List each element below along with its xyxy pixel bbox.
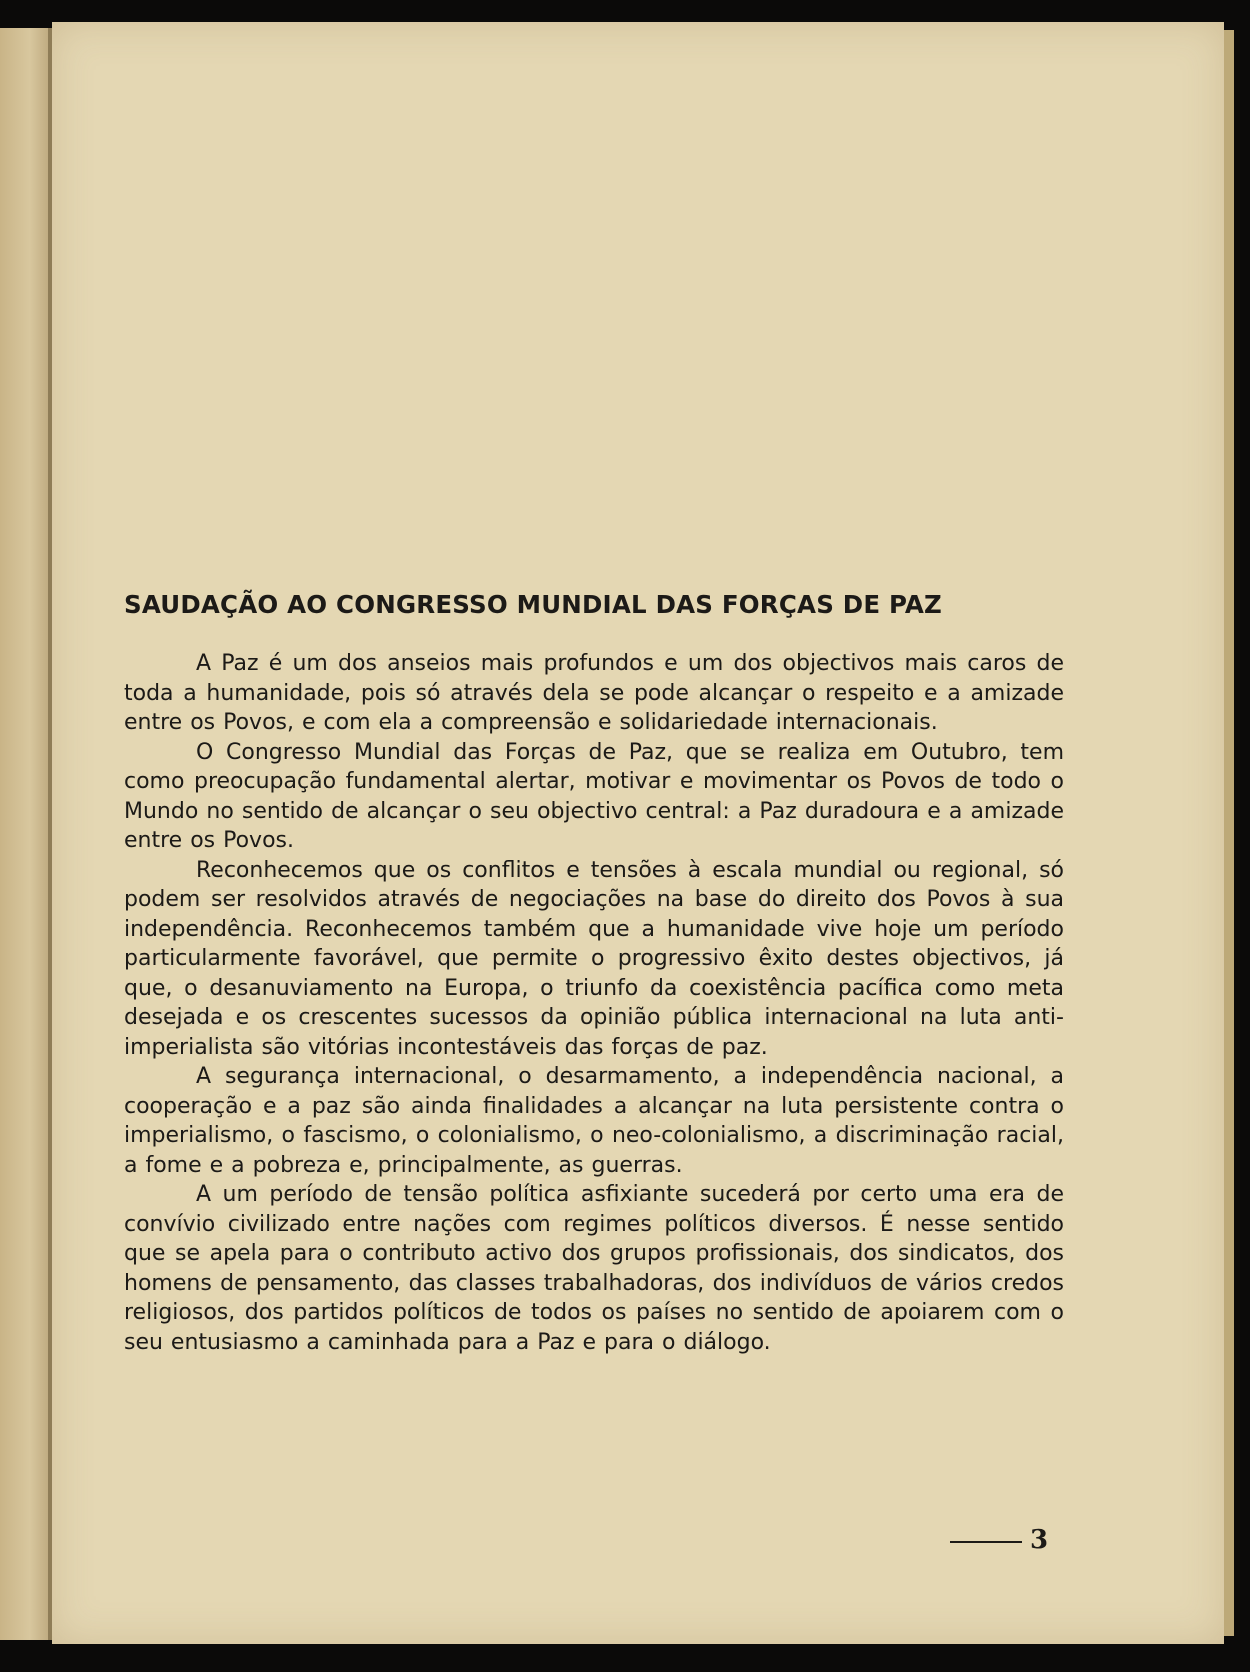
paragraph-1: A Paz é um dos anseios mais profundos e um dos objectivos mais caros de toda a humanidade, pois só através dela se pode alcançar o respeito e a amizade entre os Povos, e com ela a compreensão e solidariedade internacionais. bbox=[124, 651, 1064, 735]
paragraph-3: Reconhecemos que os conflitos e tensões à escala mundial ou regional, só podem ser resolvidos através de negociações na base do direito dos Povos à sua independência. Reconhecemos também que a humanidade vive hoje um período particularmente favorável, que permite o progressivo êxito destes objectivos, já que, o desanuviamento na Europa, o triunfo da coexistência pacífica como meta desejada e os crescentes sucessos da opinião pública internacional na luta anti-imperialista são vitórias incontestáveis das forças de paz. bbox=[124, 857, 1064, 1060]
page-title: SAUDAÇÃO AO CONGRESSO MUNDIAL DAS FORÇAS DE PAZ bbox=[124, 590, 943, 619]
paragraph-2: O Congresso Mundial das Forças de Paz, que se realiza em Outubro, tem como preocupação fundamental alertar, motivar e movimentar os Povos de todo o Mundo no sentido de alcançar o seu objectivo central: a Paz duradoura e a amizade entre os Povos. bbox=[124, 739, 1064, 853]
paragraph-4: A segurança internacional, o desarmamento, a independência nacional, a cooperação e a paz são ainda finalidades a alcançar na luta persistente contra o imperialismo, o fascismo, o colonialismo, o neo-colonialismo, a discriminação racial, a fome e a pobreza e, principalmente, as guerras. bbox=[124, 1064, 1064, 1178]
page-number: 3 bbox=[1030, 1525, 1049, 1555]
book-spine bbox=[0, 28, 54, 1640]
page-number-rule bbox=[950, 1541, 1022, 1543]
document-body bbox=[124, 590, 1064, 1357]
paragraph-5: A um período de tensão política asfixiante sucederá por certo uma era de convívio civilizado entre nações com regimes políticos diversos. É nesse sentido que se apela para o contributo activo dos grupos profissionais, dos sindicatos, dos homens de pensamento, das classes trabalhadoras, dos indivíduos de vários credos religiosos, dos partidos políticos de todos os países no sentido de apoiarem com o seu entusiasmo a caminhada para a Paz e para o diálogo. bbox=[124, 1182, 1064, 1355]
page-edge bbox=[1224, 30, 1234, 1636]
